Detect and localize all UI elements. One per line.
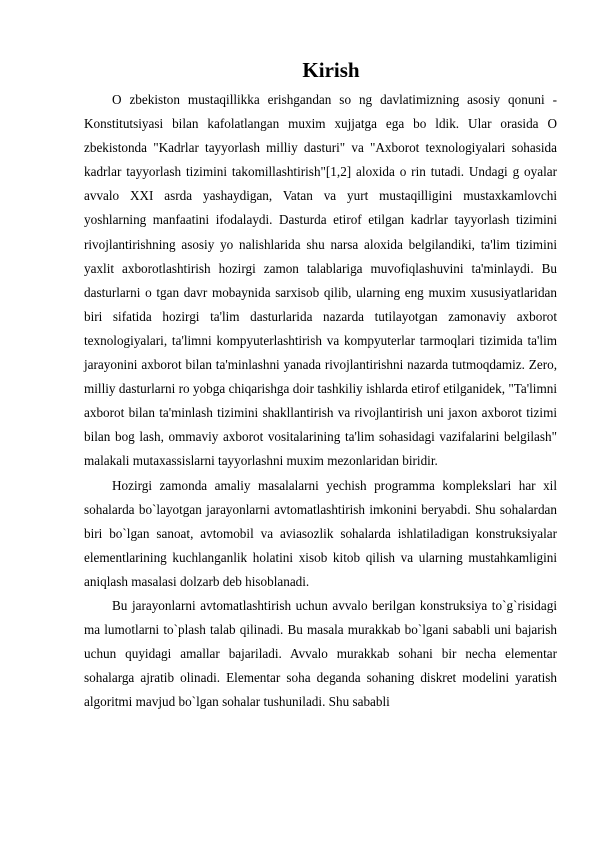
paragraph-3: Bu jarayonlarni avtomatlashtirish uchun avvalo berilgan konstruksiya to`g`risidagi ma lumotlarni to`plash talab qilinadi. Bu masala murakkab bo`lgani sababli uni bajarish uchun quyidagi amallar bajariladi. Avvalo murakkab sohani bir necha elementar sohalarga ajratib olinadi. Elementar soha deganda sohaning diskret modelini yaratish algoritmi mavjud bo`lgan sohalar tushuniladi. Shu sababli <box>84 597 557 710</box>
document-body <box>84 88 557 714</box>
paragraph-1: O zbekiston mustaqillikka erishgandan so ng davlatimizning asosiy qonuni - Konstitutsiyasi bilan kafolatlangan muxim xujjatga ega bo ldik. Ular orasida O zbekistonda "Kadrlar tayyorlash milliy dasturi" va "Axborot texnologiyalari sohasida kadrlar tayyorlash tizimini takomillashtirish"[1,2] aloxida o rin tutadi. Undagi g oyalar avvalo XXI asrda yashaydigan, Vatan va yurt mustaqilligini mustaxkamlovchi yoshlarning manfaatini ifodalaydi. Dasturda etirof etilgan kadrlar tayyorlash tizimini rivojlantirishning asosiy yo nalishlarida shu narsa aloxida belgilandiki, ta'lim tizimini yaxlit axborotlashtirish hozirgi zamon talablariga muvofiqlashuvini ta'minlaydi. Bu dasturlarni o tgan davr mobaynida sarxisob qilib, ularning eng muxim xususiyatlaridan biri sifatida hozirgi ta'lim dasturlarida nazarda tutilayotgan zamonaviy axborot texnologiyalari, ta'limni kompyuterlashtirish va kompyuterlar tarmoqlari tizimida ta'lim jarayonini axborot bilan ta'minlashni yanada rivojlantirishni nazarda tutmoqdamiz. Zero, milliy dasturlarni ro yobga chiqarishga doir tashkiliy ishlarda etirof etilganidek, "Ta'limni axborot bilan ta'minlash tizimini shakllantirish va rivojlantirish uni jaxon axborot tizimi bilan bog lash, ommaviy axborot vositalarining ta'lim sohasidagi vazifalarini belgilash" malakali mutaxassislarni tayyorlashni muxim mezonlaridan biridir. <box>84 92 557 469</box>
paragraph-2: Hozirgi zamonda amaliy masalalarni yechish programma komplekslari har xil sohalarda bo`layotgan jarayonlarni avtomatlashtirish imkonini beryabdi. Shu sohalardan biri bo`lgan sanoat, avtomobil va aviasozlik sohalarda ishlatiladigan konstruksiyalar elementlarining kuchlanganlik holatini xisob kitob qilish va ularning mustahkamligini aniqlash masalasi dolzarb deb hisoblanadi. <box>84 477 557 589</box>
page-title: Kirish <box>302 58 360 82</box>
